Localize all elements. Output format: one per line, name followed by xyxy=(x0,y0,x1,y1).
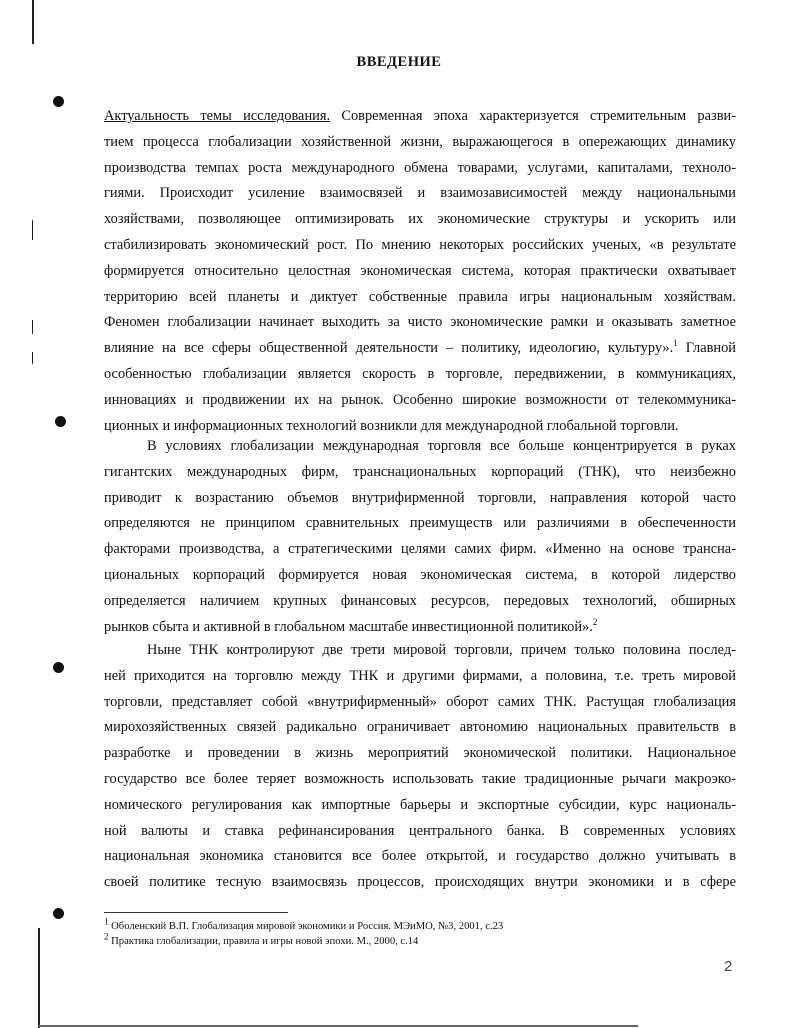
text-line: формируется относительно целостная экономическая система, которая практически охватывает xyxy=(104,262,736,279)
text-line: инновациях и продвижении их на рынок. Особенно широкие возможности от телекоммуника- xyxy=(104,391,736,408)
footnote-ref: 2 xyxy=(592,616,598,627)
page-number: 2 xyxy=(724,958,733,975)
text-line: государство все более теряет возможность использовать такие традиционные рычаги макроэко- xyxy=(104,770,736,787)
text-line: гиями. Происходит усиление взаимосвязей и взаимозависимостей между национальными xyxy=(104,185,736,202)
text-line: хозяйствами, позволяющее оптимизировать их экономические структуры и ускорить или xyxy=(104,211,736,228)
text-line: территорию всей планеты и диктует собственные правила игры национальным хозяйствам. xyxy=(104,288,736,305)
text-line: ционных и информационных технологий возникли для международной глобальной торговли. xyxy=(104,417,679,434)
footnote-ref: 1 xyxy=(673,338,678,349)
text-line: влияние на все сферы общественной деятельности – политику, идеологию, культуру».$^1$ Главной xyxy=(104,338,736,357)
text-line: национальная экономика становится все более открытой, и государство должно учитывать в xyxy=(104,848,736,865)
text-line: ней приходится на торговлю между ТНК и другими фирмами, а половина, т.е. треть мировой xyxy=(104,667,736,684)
page-title: ВВЕДЕНИЕ xyxy=(356,54,442,70)
text-line: номического регулирования как импортные барьеры и экспортные субсидии, курс националь- xyxy=(104,796,736,813)
text-line: разработке и проведении в жизнь мероприятий экономической политики. Национальное xyxy=(104,745,736,762)
scan-edge-top-line xyxy=(32,0,34,44)
scan-edge-line xyxy=(32,320,33,334)
text-line: торговли, представляет собой «внутрифирменный» оборот самих ТНК. Растущая глобализация xyxy=(104,693,736,710)
paragraph-tnc-trade xyxy=(104,434,736,640)
text-line: тием процесса глобализации хозяйственной жизни, выражающегося в опережающих динамику xyxy=(104,133,736,150)
scan-edge-line xyxy=(32,352,33,364)
text-line: ной валюты и ставка рефинансирования центрального банка. В современных условиях xyxy=(104,822,736,839)
text-line: Ныне ТНК контролируют две трети мировой торговли, причем только половина послед- xyxy=(147,642,736,658)
punch-hole xyxy=(53,662,64,673)
punch-hole xyxy=(53,908,64,919)
text-line: рынков сбыта и активной в глобальном масштабе инвестиционной политикой».$^2$ xyxy=(104,616,598,635)
punch-hole xyxy=(55,416,66,427)
text-line: Актуальность темы исследования. Современная эпоха характеризуется стремительным разви- xyxy=(104,108,736,124)
text-line: своей политике тесную взаимосвязь процессов, происходящих внутри экономики и в сфере xyxy=(104,874,736,891)
footnote-2: $^2$ Практика глобализации, правила и игры новой эпохи. М., 2000, с.14 xyxy=(104,931,419,947)
text-line: циональных корпораций формируется новая экономическая система, в которой лидерство xyxy=(104,566,736,583)
text-line: определяется наличием крупных финансовых ресурсов, передовых технологий, обширных xyxy=(104,592,736,609)
text-line: стабилизировать экономический рост. По мнению некоторых российских ученых, «в результате xyxy=(104,236,736,253)
text-line: В условиях глобализации международная торговля все больше концентрируется в руках xyxy=(147,438,736,454)
text-line: факторами производства, а стратегическими целями самих фирм. «Именно на основе трансна- xyxy=(104,541,736,558)
punch-hole xyxy=(53,96,64,107)
section-heading: Актуальность темы исследования. xyxy=(104,108,331,124)
text-line: Феномен глобализации начинает выходить за чисто экономические рамки и оказывать заметное xyxy=(104,314,736,331)
text-line: определяются не принципом сравнительных преимуществ или различиями в обеспеченности xyxy=(104,515,736,532)
text-line: приводит к возрастанию объемов внутрифирменной торговли, направления которой часто xyxy=(104,489,736,506)
text-line: производства темпах роста международного обмена товарами, услугами, капиталами, техноло- xyxy=(104,159,736,176)
footnote-1: $^1$ Оболенский В.П. Глобализация мировой экономики и Россия. МЭиМО, №3, 2001, с.23 xyxy=(104,916,504,932)
text-line: мирохозяйственных связей радикально ограничивает автономию национальных правительств в xyxy=(104,719,736,736)
scan-edge-line xyxy=(32,220,33,240)
footnote-divider xyxy=(104,912,288,913)
scan-edge-bottom-rule xyxy=(38,1025,638,1027)
paragraph-tnc-control xyxy=(104,638,736,896)
scan-edge-bottom-line xyxy=(38,928,40,1028)
text-line: гигантских международных фирм, транснациональных корпораций (ТНК), что неизбежно xyxy=(104,463,736,480)
text-line: особенностью глобализации является скорость в торговле, передвижении, в коммуникациях, xyxy=(104,365,736,382)
paragraph-relevance xyxy=(104,104,736,439)
